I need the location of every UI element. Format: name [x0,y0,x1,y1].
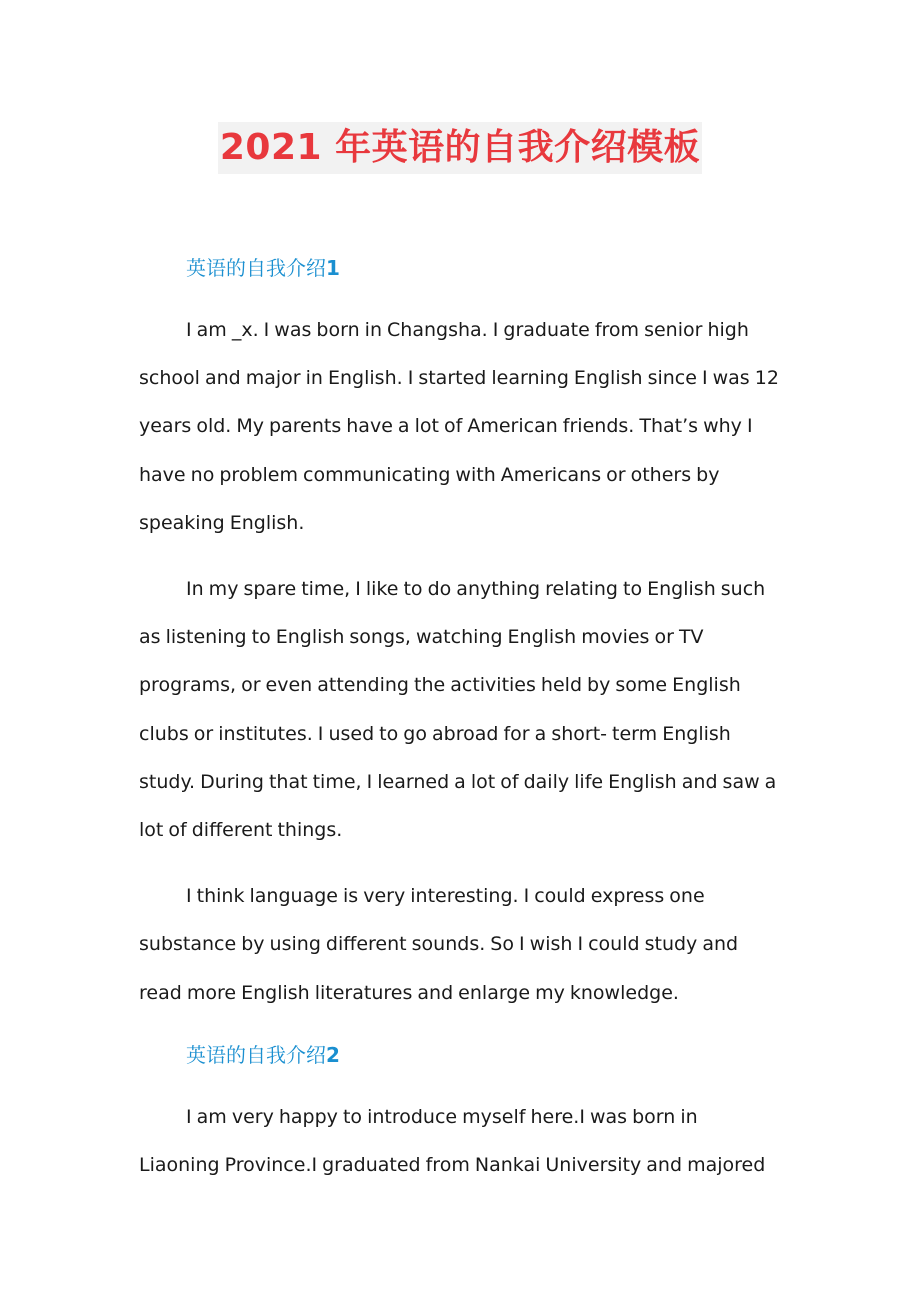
section-heading-number: 2 [326,1042,340,1067]
document-body [139,248,781,1207]
section-heading-text: 英语的自我介绍 [186,1042,326,1067]
section-heading-number: 1 [326,256,340,280]
section-heading [139,1035,781,1075]
section-heading-text: 英语的自我介绍 [186,256,326,280]
paragraph: I am _x. I was born in Changsha. I graduate from senior high school and major in English. I started learning English since I was 12 years old. My parents have a lot of American friends. That’s why I have no problem communicating with Americans or others by speaking English. [139,319,779,534]
paragraph: I am very happy to introduce myself here.I was born in Liaoning Province.I graduated from Nankai University and majored [139,1105,766,1177]
section-2 [139,1035,781,1189]
section-1 [139,248,781,1017]
section-heading [139,248,781,288]
paragraph: In my spare time, I like to do anything relating to English such as listening to English songs, watching English movies or TV programs, or even attending the activities held by some English clubs or institutes. I used to go abroad for a short- term English study. During that time, I learned a lot of daily life English and saw a lot of different things. [139,578,777,842]
title-container [0,122,920,174]
paragraph: I think language is very interesting. I could express one substance by using different sounds. So I wish I could study and read more English literatures and enlarge my knowledge. [139,885,739,1004]
document-title: 2021 年英语的自我介绍模板 [218,122,702,174]
